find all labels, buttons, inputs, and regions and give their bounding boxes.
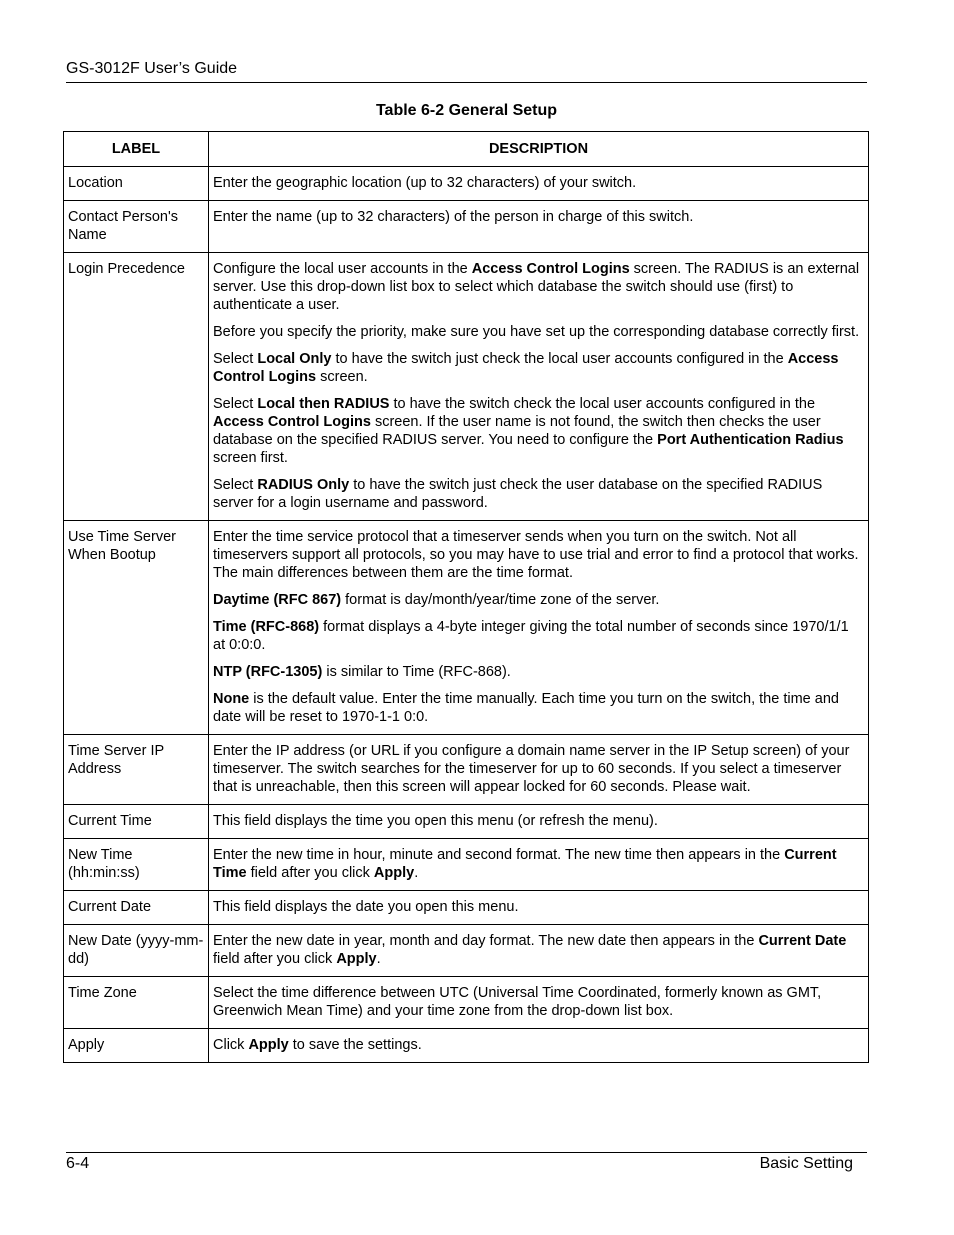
bold-term: None (213, 691, 250, 707)
page-number: 6-4 (66, 1155, 90, 1172)
text-run: to save the settings. (288, 1037, 422, 1053)
text-run: Enter the time service protocol that a timeserver sends when you turn on the switch. Not all timeservers support all protocols, so you may have to use trial and error to find a protocol that works. The main differences between them are the time format. (213, 529, 859, 581)
table-row (64, 167, 869, 201)
table-row (64, 925, 869, 977)
bold-term: Access Control Logins (471, 261, 630, 277)
text-run: to have the switch just check the local user accounts configured in the (331, 351, 788, 367)
row-description (209, 253, 869, 521)
header-label: LABEL (64, 132, 209, 167)
description-paragraph (213, 528, 864, 582)
bold-term: Access Control Logins (213, 414, 371, 430)
header-description: DESCRIPTION (209, 132, 869, 167)
text-run: format displays a 4-byte integer giving the total number of seconds since 1970/1/1 at 0:0:0. (213, 619, 849, 653)
text-run: field after you click (213, 951, 337, 967)
description-paragraph (213, 350, 864, 386)
general-setup-table (63, 131, 869, 1063)
text-run: to have the switch just check the user database on the specified RADIUS server for a login username and password. (213, 477, 823, 511)
bold-term: Time (RFC-868) (213, 619, 320, 635)
description-paragraph (213, 395, 864, 467)
text-run: is the default value. Enter the time manually. Each time you turn on the switch, the time and date will be reset to 1970-1-1 0:0. (213, 691, 839, 725)
description-paragraph (213, 898, 864, 916)
table-header-row (64, 132, 869, 167)
footer-rule (66, 1152, 867, 1153)
text-run: Enter the name (up to 32 characters) of the person in charge of this switch. (213, 209, 694, 225)
row-description (209, 891, 869, 925)
bold-term: NTP (RFC-1305) (213, 664, 323, 680)
table-body (64, 167, 869, 1063)
description-paragraph (213, 260, 864, 314)
text-run: Before you specify the priority, make sure you have set up the corresponding database correctly first. (213, 324, 860, 340)
bold-term: Local then RADIUS (257, 396, 390, 412)
text-run: Enter the new date in year, month and day format. The new date then appears in the (213, 933, 759, 949)
table-row (64, 253, 869, 521)
description-paragraph (213, 812, 864, 830)
description-paragraph (213, 846, 864, 882)
description-paragraph (213, 208, 864, 226)
table-caption: Table 6-2 General Setup (375, 102, 558, 119)
row-label: Current Time (64, 805, 209, 839)
description-paragraph (213, 618, 864, 654)
row-label: Login Precedence (64, 253, 209, 521)
description-paragraph (213, 591, 864, 609)
row-description (209, 167, 869, 201)
text-run: format is day/month/year/time zone of the server. (341, 592, 660, 608)
row-description (209, 201, 869, 253)
text-run: Enter the geographic location (up to 32 characters) of your switch. (213, 175, 637, 191)
section-name: Basic Setting (759, 1155, 853, 1172)
description-paragraph (213, 1036, 864, 1054)
table-row (64, 1029, 869, 1063)
text-run: . (414, 865, 419, 881)
text-run: Configure the local user accounts in the (213, 261, 472, 277)
text-run: Select (213, 477, 258, 493)
text-run: Enter the IP address (or URL if you configure a domain name server in the IP Setup screen) of your timeserver. The switch searches for the timeserver for up to 60 seconds. If you select a timeserver that is unreachable, then this screen will appear locked for 60 seconds. Please wait. (213, 743, 850, 795)
table-row (64, 891, 869, 925)
text-run: Select (213, 351, 258, 367)
text-run: screen. (316, 369, 368, 385)
table-row (64, 977, 869, 1029)
text-run: screen. If the user name is not found, the switch then checks the user database on the specified RADIUS server. You need to configure the (213, 414, 821, 448)
text-run: . (376, 951, 381, 967)
bold-term: Access Control Logins (213, 351, 839, 385)
description-paragraph (213, 932, 864, 968)
row-description (209, 925, 869, 977)
text-run: Enter the new time in hour, minute and second format. The new time then appears in the (213, 847, 785, 863)
bold-term: Port Authentication Radius (657, 432, 844, 448)
bold-term: Apply (248, 1037, 289, 1053)
bold-term: RADIUS Only (257, 477, 350, 493)
row-description (209, 805, 869, 839)
description-paragraph (213, 690, 864, 726)
row-label: Location (64, 167, 209, 201)
row-label: New Time (hh:min:ss) (64, 839, 209, 891)
row-description (209, 839, 869, 891)
description-paragraph (213, 174, 864, 192)
row-label: New Date (yyyy-mm-dd) (64, 925, 209, 977)
row-description (209, 735, 869, 805)
description-paragraph (213, 984, 864, 1020)
text-run: screen. The RADIUS is an external server. Use this drop-down list box to select which database the switch should use (first) to authenticate a user. (213, 261, 860, 313)
row-description (209, 1029, 869, 1063)
text-run: This field displays the date you open this menu. (213, 899, 519, 915)
row-label: Time Server IP Address (64, 735, 209, 805)
description-paragraph (213, 476, 864, 512)
description-paragraph (213, 742, 864, 796)
text-run: Click (213, 1037, 249, 1053)
running-header: GS-3012F User’s Guide (66, 60, 238, 77)
table-row (64, 839, 869, 891)
text-run: field after you click (246, 865, 374, 881)
table-row (64, 805, 869, 839)
header-rule (66, 82, 867, 83)
table-row (64, 521, 869, 735)
bold-term: Current Date (758, 933, 847, 949)
row-label: Apply (64, 1029, 209, 1063)
text-run: Select the time difference between UTC (Universal Time Coordinated, formerly known as GMT, Greenwich Mean Time) and your time zone from the drop-down list box. (213, 985, 822, 1019)
row-label: Use Time Server When Bootup (64, 521, 209, 735)
description-paragraph (213, 663, 864, 681)
text-run: screen first. (213, 450, 288, 466)
row-label: Contact Person's Name (64, 201, 209, 253)
bold-term: Current Time (213, 847, 837, 881)
row-label: Current Date (64, 891, 209, 925)
bold-term: Apply (336, 951, 377, 967)
row-label: Time Zone (64, 977, 209, 1029)
text-run: is similar to Time (RFC-868). (322, 664, 511, 680)
text-run: Select (213, 396, 258, 412)
row-description (209, 521, 869, 735)
table-row (64, 735, 869, 805)
description-paragraph (213, 323, 864, 341)
bold-term: Apply (373, 865, 415, 881)
table-row (64, 201, 869, 253)
bold-term: Local Only (257, 351, 332, 367)
bold-term: Daytime (RFC 867) (213, 592, 342, 608)
text-run: to have the switch check the local user accounts configured in the (389, 396, 816, 412)
row-description (209, 977, 869, 1029)
text-run: This field displays the time you open this menu (or refresh the menu). (213, 813, 658, 829)
